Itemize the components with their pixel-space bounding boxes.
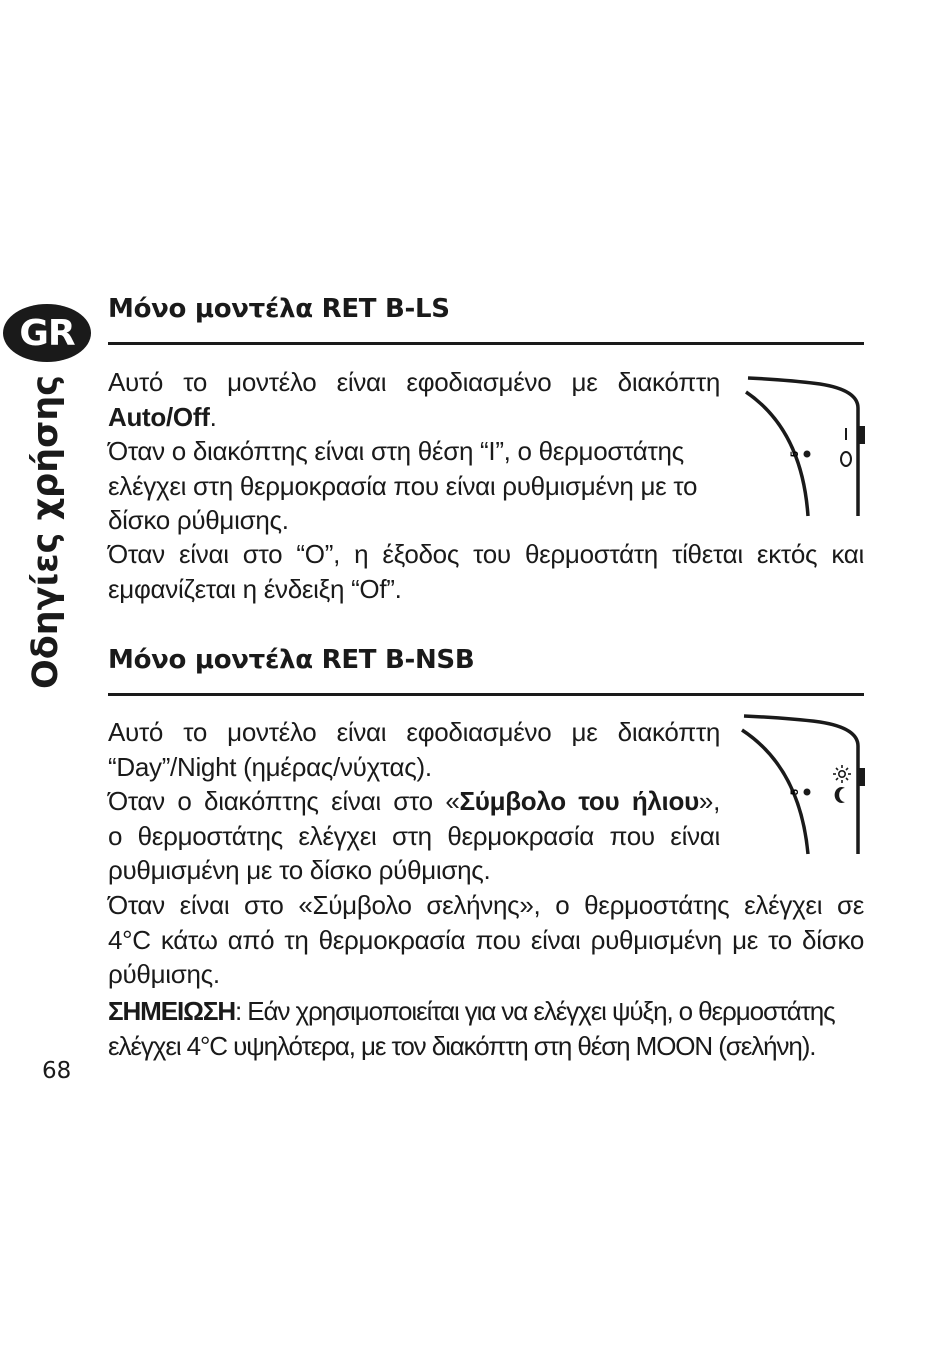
section2-divider (108, 693, 864, 696)
section2-p3-line3: ρύθμισης. (108, 959, 220, 989)
section1-p1-line1: Αυτό το μοντέλο είναι εφοδιασμένο με διακόπτη (108, 367, 720, 397)
housing-outline (748, 378, 858, 516)
section2-p1-line1: Αυτό το μοντέλο είναι εφοδιασμένο με διακόπτη (108, 717, 720, 747)
page-number: 68 (42, 1058, 72, 1084)
section1-p2-line2: ελέγχει στη θερμοκρασία που είναι ρυθμισμένη με το (108, 470, 698, 501)
section2-intro (108, 715, 720, 888)
switch-knob (859, 768, 865, 786)
dial-number: 5 (789, 788, 801, 796)
section1-p2-line3: δίσκο ρύθμισης. (108, 505, 289, 535)
section2-p2-line3: ρυθμισμένη με το δίσκο ρύθμισης. (108, 855, 491, 885)
language-badge (3, 304, 91, 362)
section2-p2-post: », (698, 786, 720, 816)
section2-p1-line2: “Day”/Night (ημέρας/νύχτας). (108, 751, 432, 782)
section1-heading: Μόνο μοντέλα RET B-LS (108, 294, 450, 324)
day-night-switch-diagram (738, 710, 870, 858)
dial-indicator-dot (804, 451, 811, 458)
auto-off-switch-diagram (740, 370, 870, 520)
section2-p2-line1 (108, 784, 720, 819)
moon-icon (835, 787, 845, 803)
section1-p1-end: . (209, 401, 217, 432)
sun-icon (833, 765, 851, 783)
section1-intro (108, 365, 720, 538)
section2-p3-line1: Όταν είναι στο «Σύμβολο σελήνης», ο θερμοστάτης ελέγχει σε (108, 890, 864, 920)
section1-p3-line2: εμφανίζεται η ένδειξη “Of”. (108, 573, 402, 604)
switch-off-mark (841, 452, 851, 466)
section2-heading: Μόνο μοντέλα RET B-NSB (108, 645, 475, 675)
section1-divider (108, 342, 864, 345)
section2-p3 (108, 888, 864, 992)
language-badge-label: GR (19, 312, 75, 354)
switch-knob (859, 426, 865, 444)
section2-note (108, 994, 864, 1063)
section1-p3 (108, 537, 864, 606)
dial-indicator-dot (804, 789, 811, 796)
section1-p2-line1: Όταν ο διακόπτης είναι στη θέση “I”, ο θερμοστάτης (108, 436, 684, 466)
section2-p3-line2: 4°C κάτω από τη θερμοκρασία που είναι ρυθμισμένη με το δίσκο (108, 924, 864, 955)
housing-outline (744, 716, 858, 854)
dial-number: 5 (789, 450, 801, 458)
section1-p1-bold: Auto/Off (108, 401, 210, 432)
sidebar-title: Οδηγίες χρήσης (26, 374, 66, 690)
section2-p2-line2: ο θερμοστάτης ελέγχει στη θερμοκρασία που είναι (108, 820, 720, 851)
section2-note-line2: ελέγχει 4°C υψηλότερα, με τον διακόπτη στη θέση MOON (σελήνη). (108, 1030, 816, 1061)
note-text: : Εάν χρησιμοποιείται για να ελέγχει ψύξη, ο θερμοστάτης (235, 996, 835, 1026)
section2-note-line1 (108, 994, 864, 1029)
section2-p2-pre: Όταν ο διακόπτης είναι στο « (108, 786, 460, 816)
section1-p3-line1: Όταν είναι στο “O”, η έξοδος του θερμοστάτη τίθεται εκτός και (108, 539, 864, 569)
section2-p2-bold: Σύμβολο του ήλιου (459, 786, 699, 816)
note-label: ΣΗΜΕΙΩΣΗ (108, 996, 236, 1026)
section1-p1-line2 (108, 400, 720, 435)
